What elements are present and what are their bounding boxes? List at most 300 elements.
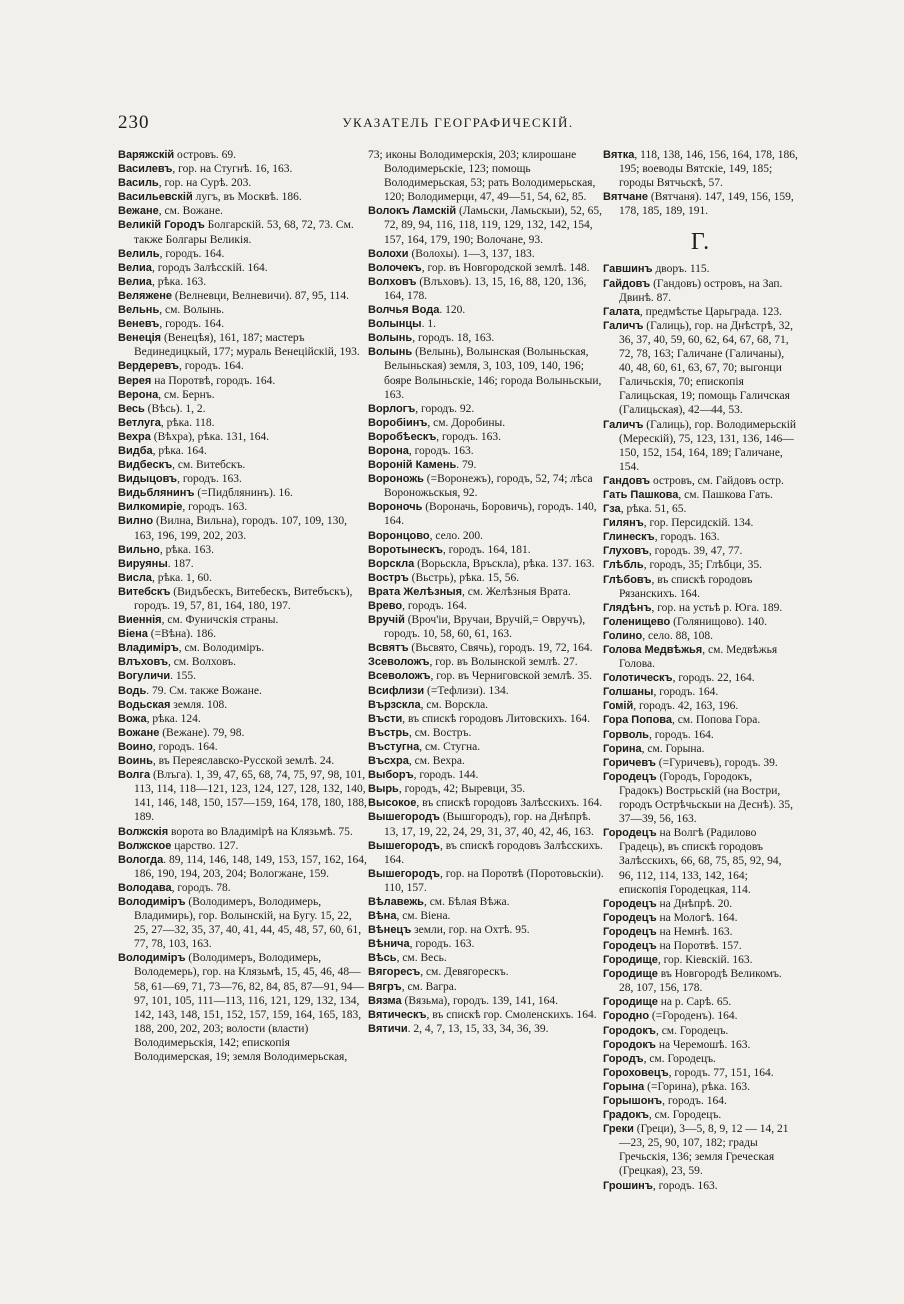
entry-text: , рѣка. 164.	[152, 444, 207, 457]
entry-headword: Высокое	[368, 797, 417, 810]
entry-headword: Веляжене	[118, 289, 173, 302]
entry-headword: Волохи	[368, 247, 409, 260]
entry-text: 73; иконы Володимерскія, 203; клирошане Володимерьскіе, 123; помощь Володимерьская, 53; рать Володимерьская, 120; Володимерци, 47, 49—51, 54, 62, 85.	[368, 149, 596, 204]
index-entry	[603, 544, 798, 558]
entry-text: , рѣка. 163.	[159, 543, 214, 556]
index-entry	[368, 204, 605, 246]
entry-headword: Горволь	[603, 728, 649, 741]
index-entry	[368, 684, 605, 698]
index-entry	[368, 839, 605, 867]
entry-text: , рѣка. 163.	[151, 275, 207, 288]
entry-text: , въ спискѣ городовъ Залѣсскихъ. 164.	[416, 797, 603, 810]
entry-text: , городъ. 164.	[152, 740, 218, 753]
entry-text: , городъ. 163.	[652, 1179, 718, 1192]
index-entry	[603, 742, 798, 756]
entry-text: , городъ Залѣсскій. 164.	[151, 261, 268, 274]
index-entry	[603, 897, 798, 911]
entry-text: , городъ. 18, 163.	[412, 332, 495, 345]
entry-headword: Волховъ	[368, 275, 417, 288]
index-entry	[118, 839, 368, 853]
entry-headword: Выборъ	[368, 769, 414, 782]
entry-text: , въ спискѣ городовъ Залѣсскихъ. 164.	[384, 839, 603, 866]
entry-text: (Греци), 3—5, 8, 9, 12 — 14, 21—23, 25, 90, 107, 182; грады Гречьскія, 136; земля Греческая (Грецкая), 23, 59.	[619, 1123, 789, 1178]
index-entry	[118, 486, 368, 500]
index-entry	[603, 643, 798, 671]
index-entry	[368, 726, 605, 740]
entry-text: , см. Городецъ.	[643, 1052, 716, 1065]
entry-text: , см. Городецъ.	[655, 1024, 729, 1037]
entry-headword: Вързскла	[368, 698, 421, 711]
entry-text: (Вилна, Вильна), городъ. 107, 109, 130, 163, 196, 199, 202, 203.	[134, 515, 348, 542]
entry-headword: Городъ	[603, 1052, 644, 1065]
index-entry	[118, 585, 368, 613]
entry-text: (=Городенъ). 164.	[649, 1010, 738, 1023]
entry-text: (Вьсвято, Свячь), городъ. 19, 72, 164.	[408, 642, 593, 655]
entry-text: на Поротвѣ. 157.	[656, 939, 742, 952]
entry-text: (Влъховъ). 13, 15, 16, 88, 120, 136, 164, 178.	[384, 275, 587, 302]
index-entry	[603, 474, 798, 488]
entry-headword: Волжское	[118, 839, 172, 852]
index-entry	[118, 853, 368, 881]
index-entry	[118, 740, 368, 754]
entry-text: , гор. въ Волынской землѣ. 27.	[429, 656, 578, 669]
index-entry	[603, 1108, 798, 1122]
index-entry	[603, 319, 798, 418]
entry-text: . 2, 4, 7, 13, 15, 33, 34, 36, 39.	[407, 1022, 549, 1035]
entry-text: , городъ. 164.	[648, 728, 714, 741]
entry-headword: Градокъ	[603, 1109, 649, 1122]
entry-text: , въ спискѣ гор. Смоленскихъ. 164.	[426, 1008, 597, 1021]
entry-text: . 187.	[167, 557, 194, 570]
entry-text: , городъ. 77, 151, 164.	[668, 1066, 774, 1079]
entry-text: , городъ. 164.	[402, 600, 467, 612]
entry-text: , городъ. 163.	[182, 501, 248, 514]
entry-headword: Вятичи	[368, 1022, 408, 1035]
entry-headword: Венеція	[118, 332, 162, 345]
index-entry	[603, 699, 798, 713]
index-entry	[118, 359, 368, 373]
page-number: 230	[118, 112, 150, 133]
entry-text: , въ Переяславско-Русской землѣ. 24.	[152, 755, 335, 768]
entry-text: (Вязьма), городъ. 139, 141, 164.	[401, 994, 559, 1007]
index-entry	[118, 204, 368, 218]
entry-text: (=Горина), рѣка. 163.	[644, 1080, 751, 1093]
entry-text: , городъ. 164.	[653, 686, 719, 699]
index-entry	[118, 768, 368, 824]
entry-text: , городъ. 42, 163, 196.	[633, 700, 739, 713]
entry-text: (Вышгородъ), гор. на Днѣпрѣ. 13, 17, 19, 22, 24, 29, 31, 37, 40, 42, 46, 163.	[384, 811, 594, 838]
section-letter: Г.	[690, 229, 711, 256]
entry-headword: Воробіинъ	[368, 416, 428, 429]
entry-headword: Воинь	[118, 755, 153, 768]
index-entry	[118, 712, 368, 726]
index-entry	[603, 573, 798, 601]
entry-headword: Городецъ	[603, 939, 657, 952]
entry-headword: Віена	[118, 628, 148, 641]
index-entry	[368, 303, 605, 317]
entry-text: въ Новгородѣ Великомъ. 28, 107, 156, 178.	[619, 968, 782, 995]
index-entry	[603, 995, 798, 1009]
index-entry	[368, 557, 605, 571]
entry-headword: Гайдовъ	[603, 277, 651, 290]
entry-headword: Вильно	[118, 543, 160, 556]
index-entry	[118, 374, 368, 388]
index-entry	[368, 867, 605, 895]
entry-text: , село. 200.	[429, 529, 484, 542]
entry-headword: Влъховъ	[118, 656, 169, 669]
entry-headword: Городецъ	[603, 925, 657, 938]
index-entry	[368, 994, 605, 1008]
entry-headword: Верея	[118, 374, 152, 387]
entry-text: , городъ. 144.	[413, 769, 479, 782]
entry-headword: Верона	[118, 388, 159, 401]
entry-headword: Вологда	[118, 853, 164, 866]
entry-headword: Вердеревъ	[118, 360, 179, 373]
index-entry	[118, 613, 368, 627]
entry-headword: Волынцы	[368, 318, 422, 331]
index-entry	[368, 345, 605, 401]
index-entry	[603, 516, 798, 530]
entry-headword: Вѣсь	[368, 952, 397, 965]
index-entry	[603, 629, 798, 643]
entry-text: (Вятчаня). 147, 149, 156, 159, 178, 185, 189, 191.	[619, 191, 794, 218]
entry-headword: Вручій	[368, 614, 405, 627]
entry-headword: Володава	[118, 881, 172, 894]
entry-text: (Володимеръ, Володимерь, Владимирь), гор. Волынскій, на Бугу. 15, 22, 25, 27—32, 35, 37, 40, 41, 44, 45, 48, 57, 60, 61, 77, 78, 103, 163.	[134, 895, 362, 951]
entry-headword: Гза	[603, 503, 621, 516]
entry-text: (Гандовъ) островъ, на Зап. Двинѣ. 87.	[619, 277, 783, 304]
entry-headword: Вежане	[118, 205, 159, 218]
entry-text: , городъ. 163.	[654, 531, 720, 544]
index-entry	[118, 148, 368, 162]
index-entry	[368, 444, 605, 458]
entry-headword: Василевъ	[118, 163, 173, 176]
entry-headword: Городище	[603, 954, 658, 967]
entry-text: , городъ. 164.	[159, 318, 225, 331]
page-header	[118, 112, 798, 138]
entry-headword: Василь	[118, 177, 159, 190]
entry-headword: Галата	[603, 305, 640, 318]
index-entry	[603, 939, 798, 953]
index-entry	[118, 190, 368, 204]
entry-headword: Велиа	[118, 261, 152, 274]
index-entry	[603, 953, 798, 967]
entry-headword: Водь	[118, 684, 147, 697]
entry-headword: Воронцово	[368, 529, 430, 542]
entry-headword: Волокъ Ламскій	[368, 205, 457, 218]
index-entry	[603, 1009, 798, 1023]
entry-headword: Вязма	[368, 994, 402, 1007]
entry-text: (Галиць), гор. на Днѣстрѣ, 32, 36, 37, 40, 59, 60, 62, 64, 67, 68, 71, 72, 78, 163; Галичане (Галичаны), 40, 48, 60, 61, 63, 67, 70; выгонци Галичьскія, 70; епископія Галицьская, 19; помощь Галичская (Галицьская), 42—44, 53.	[619, 319, 793, 417]
entry-headword: Вятическъ	[368, 1008, 427, 1021]
index-entry	[603, 911, 798, 925]
entry-text: , см. Віена.	[396, 910, 451, 923]
index-entry	[603, 925, 798, 939]
index-entry	[118, 416, 368, 430]
entry-headword: Веневъ	[118, 318, 160, 331]
index-entry	[368, 585, 605, 599]
entry-text: на Днѣпрѣ. 20.	[656, 897, 733, 910]
entry-headword: Вышегородъ	[368, 811, 440, 824]
entry-text: (=Тефлизи). 134.	[424, 684, 509, 697]
index-entry	[603, 1080, 798, 1094]
index-entry	[603, 1052, 798, 1066]
entry-headword: Видыцовъ	[118, 473, 178, 486]
entry-text: , городъ, 42; Выревци, 35.	[398, 783, 526, 796]
entry-text: (=Пидблянинъ). 16.	[194, 487, 293, 500]
entry-text: , см. Волынь.	[159, 304, 225, 317]
index-entry	[118, 458, 368, 472]
entry-headword: Воротынескъ	[368, 543, 443, 556]
index-entry	[368, 768, 605, 782]
entry-headword: Горышонъ	[603, 1095, 663, 1107]
entry-text: , городъ. 164.	[662, 1095, 727, 1107]
index-entry	[368, 782, 605, 796]
index-entry	[603, 713, 798, 727]
index-entry	[118, 261, 368, 275]
entry-headword: Видьблянинъ	[118, 487, 195, 500]
index-entry	[368, 599, 605, 613]
entry-headword: Волынь	[368, 332, 413, 345]
index-entry	[603, 770, 798, 826]
entry-text: , гор. на Стугнѣ. 16, 163.	[172, 163, 293, 176]
entry-headword: Гилянъ	[603, 517, 644, 530]
entry-headword: Гандовъ	[603, 474, 651, 487]
entry-text: , городъ. 163.	[408, 444, 474, 457]
index-entry	[368, 641, 605, 655]
entry-headword: Всифлизи	[368, 684, 425, 697]
index-entry	[118, 543, 368, 557]
entry-text: , рѣка. 1, 60.	[151, 571, 212, 584]
entry-headword: Вороночь	[368, 501, 423, 514]
index-entry	[368, 317, 605, 331]
entry-text: , см. Володиміръ.	[178, 642, 265, 655]
entry-text: (Городъ, Городокъ, Градокъ) Вострьскій (на Востри, городъ Острѣчьскыи на Деснѣ). 35, 37—39, 56, 163.	[619, 770, 794, 826]
entry-text: ворота во Владимірѣ на Клязьмѣ. 75.	[168, 825, 353, 838]
entry-text: (Галиць), гор. Володимерьскій (Мерескій), 75, 123, 131, 136, 146—150, 152, 154, 164, 189; Галичане, 154.	[619, 418, 797, 473]
index-entry	[368, 810, 605, 838]
entry-headword: Великій Городъ	[118, 219, 205, 232]
entry-text: , въ спискѣ городовъ Литовскихъ. 164.	[402, 712, 591, 725]
index-entry	[368, 430, 605, 444]
index-entry	[368, 543, 605, 557]
entry-headword: Вилкомиріе	[118, 501, 183, 514]
index-entry	[118, 754, 368, 768]
index-entry	[603, 558, 798, 572]
entry-text: , городъ. 39, 47, 77.	[648, 545, 743, 558]
entry-text: , см. Волховъ.	[168, 656, 236, 669]
entry-headword: Вѣлавежь	[368, 895, 424, 908]
entry-text: . 79. См. также Вожане.	[146, 684, 262, 697]
entry-text: , гор. въ Черниговской землѣ. 35.	[430, 670, 592, 683]
index-entry	[118, 895, 368, 951]
entry-headword: Васильевскій	[118, 191, 193, 204]
entry-text: , гор. на Сурѣ. 203.	[158, 177, 252, 190]
index-entry	[118, 176, 368, 190]
entry-text: , рѣка. 51, 65.	[620, 503, 687, 516]
index-entry	[118, 825, 368, 839]
entry-headword: Врево	[368, 600, 403, 612]
entry-text: , гор. въ Новгородской землѣ. 148.	[421, 261, 590, 274]
index-entry	[368, 909, 605, 923]
entry-text: , см. Востръ.	[408, 726, 472, 739]
entry-text: (=Воронежъ), городъ, 52, 74; лѣса Вороножьскыя, 92.	[384, 473, 593, 500]
index-entry	[118, 684, 368, 698]
entry-text: , въ спискѣ городовъ Рязанскихъ. 164.	[619, 573, 753, 600]
index-entry	[603, 305, 798, 319]
index-column-middle	[368, 148, 605, 1036]
entry-headword: Ворона	[368, 444, 409, 457]
entry-text: , городъ, 35; Глѣбци, 35.	[643, 559, 762, 572]
entry-text: земля. 108.	[170, 698, 228, 711]
index-entry	[603, 1024, 798, 1038]
index-entry	[603, 728, 798, 742]
entry-text: , см. Доробины.	[427, 416, 506, 429]
index-entry	[603, 826, 798, 896]
entry-text: на р. Сарѣ. 65.	[657, 996, 732, 1009]
entry-headword: Горичевъ	[603, 756, 656, 769]
entry-headword: Гавшинъ	[603, 263, 653, 276]
index-entry	[368, 148, 605, 204]
entry-headword: Велиль	[118, 247, 160, 260]
entry-text: . 155.	[170, 670, 196, 683]
entry-text: . 79.	[456, 459, 477, 472]
entry-text: островъ. 69.	[174, 149, 237, 161]
entry-text: , городъ. 163.	[436, 430, 502, 443]
entry-text: , городъ. 163.	[177, 473, 242, 486]
entry-headword: Вѣнича	[368, 938, 410, 951]
index-entry	[118, 218, 368, 246]
entry-headword: Володиміръ	[118, 895, 186, 908]
index-entry	[368, 796, 605, 810]
index-entry	[118, 655, 368, 669]
entry-text: (=Гуричевъ), городъ. 39.	[655, 756, 778, 769]
index-entry	[368, 472, 605, 500]
entry-text: (Волохы). 1—3, 137, 183.	[408, 247, 535, 260]
index-entry	[118, 303, 368, 317]
entry-headword: Глинескъ	[603, 531, 655, 544]
index-entry	[603, 967, 798, 995]
index-entry	[368, 1022, 605, 1036]
index-entry	[368, 655, 605, 669]
entry-text: , см. Фуничскія страны.	[161, 614, 279, 627]
index-entry	[368, 261, 605, 275]
index-entry	[368, 402, 605, 416]
entry-text: на Черемошѣ. 163.	[655, 1038, 751, 1051]
index-entry	[603, 671, 798, 685]
entry-headword: Зсеволожъ	[368, 656, 430, 669]
entry-headword: Глѣбль	[603, 559, 644, 572]
entry-headword: Вѣна	[368, 910, 397, 923]
entry-text: (Ворьскла, Връскла), рѣка. 137. 163.	[414, 557, 595, 570]
entry-headword: Вороній Камень	[368, 459, 457, 472]
index-entry	[368, 458, 605, 472]
index-entry	[368, 571, 605, 585]
index-entry	[603, 1094, 798, 1108]
index-entry	[603, 1066, 798, 1080]
entry-text: , гор. Кіевскій. 163.	[657, 954, 753, 967]
entry-text: . 120.	[439, 304, 466, 317]
index-entry	[368, 669, 605, 683]
index-entry	[603, 190, 798, 218]
entry-headword: Вягръ	[368, 980, 402, 993]
entry-text: на Мологѣ. 164.	[656, 911, 738, 924]
entry-headword: Висла	[118, 571, 152, 584]
entry-headword: Городище	[603, 968, 658, 981]
entry-text: (Вежане). 79, 98.	[159, 726, 245, 739]
entry-headword: Гать Пашкова	[603, 488, 679, 501]
index-entry	[368, 247, 605, 261]
index-entry	[603, 1122, 798, 1178]
entry-text: лугъ, въ Москвѣ. 186.	[192, 191, 302, 204]
index-entry	[118, 627, 368, 641]
entry-headword: Воробѣескъ	[368, 430, 437, 443]
index-entry	[603, 1038, 798, 1052]
entry-text: (Ламьски, Ламьскыи), 52, 65, 72, 89, 94, 116, 118, 119, 129, 132, 142, 154, 157, 164, 179, 190; Волочане, 93.	[384, 205, 603, 246]
entry-headword: Глядѣнъ	[603, 601, 652, 614]
entry-headword: Вогуличи	[118, 670, 171, 683]
entry-text: , городъ. 22, 164.	[672, 672, 755, 685]
entry-text: земли, гор. на Охтѣ. 95.	[411, 924, 530, 937]
entry-headword: Володиміръ	[118, 952, 186, 965]
index-entry	[368, 500, 605, 528]
entry-headword: Горина	[603, 742, 642, 755]
index-entry	[118, 500, 368, 514]
entry-headword: Грошинъ	[603, 1179, 653, 1192]
entry-text: . 89, 114, 146, 148, 149, 153, 157, 162, 164, 186, 190, 194, 203, 204; Вологжане, 159.	[134, 853, 367, 880]
entry-headword: Голино	[603, 629, 643, 642]
index-entry	[118, 247, 368, 261]
entry-headword: Городокъ	[603, 1024, 656, 1037]
index-entry	[118, 641, 368, 655]
entry-text: (Вьстрь), рѣка. 15, 56.	[408, 571, 520, 584]
index-entry	[603, 148, 798, 190]
entry-headword: Врата Желѣзныя	[368, 585, 463, 598]
index-entry	[118, 951, 368, 1064]
entry-headword: Водьская	[118, 698, 171, 711]
entry-headword: Горына	[603, 1080, 645, 1093]
entry-headword: Городокъ	[603, 1038, 656, 1051]
entry-text: , см. Попова Гора.	[672, 714, 761, 727]
entry-text: . 1.	[421, 318, 436, 331]
index-entry	[118, 430, 368, 444]
index-entry	[603, 262, 798, 276]
entry-headword: Вышегородъ	[368, 839, 440, 852]
index-entry	[118, 472, 368, 486]
index-entry	[603, 615, 798, 629]
entry-headword: Вожане	[118, 726, 160, 739]
entry-headword: Голова Медвѣжья	[603, 644, 703, 656]
entry-headword: Городно	[603, 1010, 650, 1023]
entry-headword: Воино	[118, 740, 153, 753]
index-column-left	[118, 148, 368, 1064]
entry-headword: Глѣбовъ	[603, 573, 652, 586]
index-entry	[118, 669, 368, 683]
entry-text: , см. Ворскла.	[420, 698, 489, 711]
entry-headword: Вируяны	[118, 557, 168, 570]
entry-text: (Видъбескъ, Витебескъ, Витебъскъ), городъ. 19, 57, 81, 164, 180, 197.	[134, 585, 353, 612]
entry-headword: Городецъ	[603, 827, 657, 840]
index-entry	[118, 275, 368, 289]
entry-text: , городъ. 164.	[178, 360, 244, 373]
entry-text: , см. Желѣзныя Врата.	[462, 585, 571, 598]
entry-headword: Видбескъ	[118, 459, 173, 472]
index-entry	[603, 488, 798, 502]
entry-text: , гор. Персидскій. 134.	[643, 517, 754, 530]
index-entry	[368, 1008, 605, 1022]
entry-text: (Венецѣя), 161, 187; мастеръ Вединедицкый, 177; мураль Венеційскій, 193.	[134, 332, 360, 359]
index-entry	[118, 388, 368, 402]
